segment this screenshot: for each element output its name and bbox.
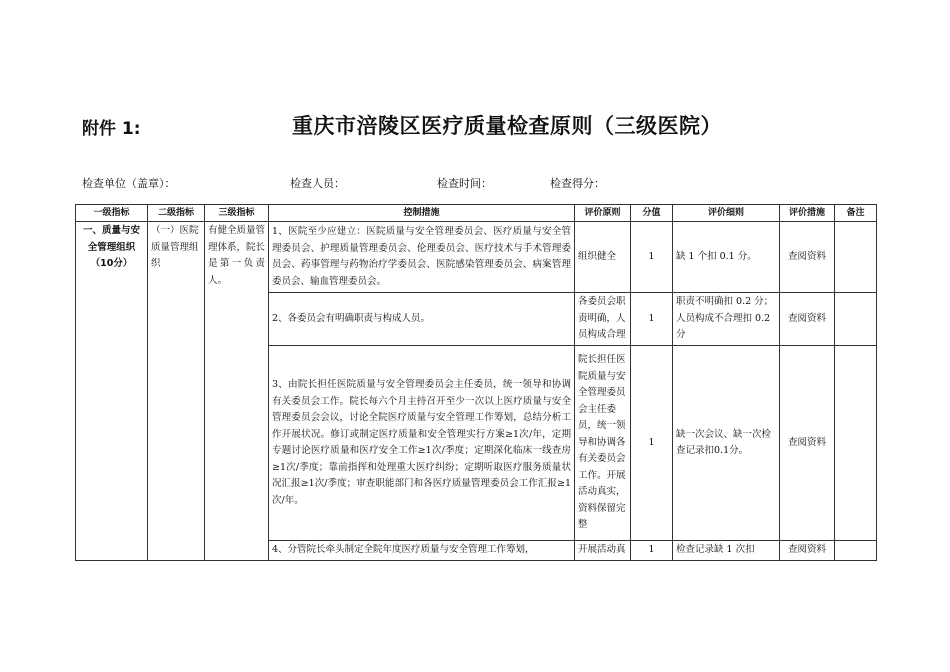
column-header-score: 分值 [631, 205, 673, 222]
control-measure-cell: 2、各委员会有明确职责与构成人员。 [269, 293, 575, 346]
column-header-note: 备注 [835, 205, 877, 222]
evaluation-method-cell: 查阅资料 [780, 222, 835, 293]
control-measure-cell: 1、医院至少应建立：医院质量与安全管理委员会、医疗质量与安全管理委员会、护理质量管理委员会、伦理委员会、医疗技术与手术管理委员会、药事管理与药物治疗学委员会、医院感染管理委员会、病案管理委员会、输血管理委员会。 [269, 222, 575, 293]
evaluation-principle-cell: 院长担任医院质量与安全管理委员会主任委员，统一领导和协调各有关委员会工作。开展活动真实，资料保留完整 [575, 346, 631, 541]
level1-indicator-cell: 一、质量与安全管理组织（10分） [76, 222, 148, 561]
inspection-score-label: 检查得分： [550, 177, 605, 190]
score-cell: 1 [631, 541, 673, 561]
score-cell: 1 [631, 346, 673, 541]
column-header-level1: 一级指标 [76, 205, 148, 222]
score-cell: 1 [631, 222, 673, 293]
column-header-level2: 二级指标 [148, 205, 205, 222]
level3-indicator-cell: 有健全质量管理体系，院长是第一负责人。 [205, 222, 269, 561]
document-title: 重庆市涪陵区医疗质量检查原则（三级医院） [292, 114, 722, 138]
evaluation-detail-cell: 缺 1 个扣 0.1 分。 [673, 222, 780, 293]
table-header-row [76, 205, 877, 222]
note-cell [835, 222, 877, 293]
column-header-level3: 三级指标 [205, 205, 269, 222]
column-header-control: 控制措施 [269, 205, 575, 222]
evaluation-principle-cell: 各委员会职责明确，人员构成合理 [575, 293, 631, 346]
score-cell: 1 [631, 293, 673, 346]
note-cell [835, 293, 877, 346]
level2-indicator-cell: （一）医院质量管理组织 [148, 222, 205, 561]
control-measure-cell: 4、分管院长牵头制定全院年度医疗质量与安全管理工作筹划， [269, 541, 575, 561]
attachment-label: 附件 1: [82, 119, 141, 139]
inspector-label: 检查人员： [290, 177, 345, 190]
note-cell [835, 541, 877, 561]
column-header-detail: 评价细则 [673, 205, 780, 222]
evaluation-detail-cell: 检查记录缺 1 次扣 [673, 541, 780, 561]
column-header-principle: 评价原则 [575, 205, 631, 222]
inspection-unit-label: 检查单位（盖章）： [82, 177, 176, 190]
table-row [76, 222, 877, 293]
evaluation-method-cell: 查阅资料 [780, 293, 835, 346]
inspection-time-label: 检查时间： [437, 177, 492, 190]
evaluation-detail-cell: 职责不明确扣 0.2 分；人员构成不合理扣 0.2 分 [673, 293, 780, 346]
evaluation-method-cell: 查阅资料 [780, 541, 835, 561]
note-cell [835, 346, 877, 541]
column-header-method: 评价措施 [780, 205, 835, 222]
evaluation-detail-cell: 缺一次会议、缺一次检查记录扣0.1分。 [673, 346, 780, 541]
evaluation-method-cell: 查阅资料 [780, 346, 835, 541]
quality-standards-table [75, 204, 877, 561]
evaluation-principle-cell: 组织健全 [575, 222, 631, 293]
control-measure-cell: 3、由院长担任医院质量与安全管理委员会主任委员，统一领导和协调有关委员会工作。院长每六个月主持召开至少一次以上医疗质量与安全管理委员会会议，讨论全院医疗质量与安全管理工作筹划，总结分析工作开展状况。修订或制定医疗质量和安全管理实行方案≥1次/年，定期专题讨论医疗质量和医疗安全工作≥1次/季度；定期深化临床一线查房≥1次/季度；靠前指挥和处理重大医疗纠纷；定期听取医疗服务质量状况汇报≥1次/季度；审查职能部门和各医疗质量管理委员会工作汇报≥1次/年。 [269, 346, 575, 541]
evaluation-principle-cell: 开展活动真 [575, 541, 631, 561]
